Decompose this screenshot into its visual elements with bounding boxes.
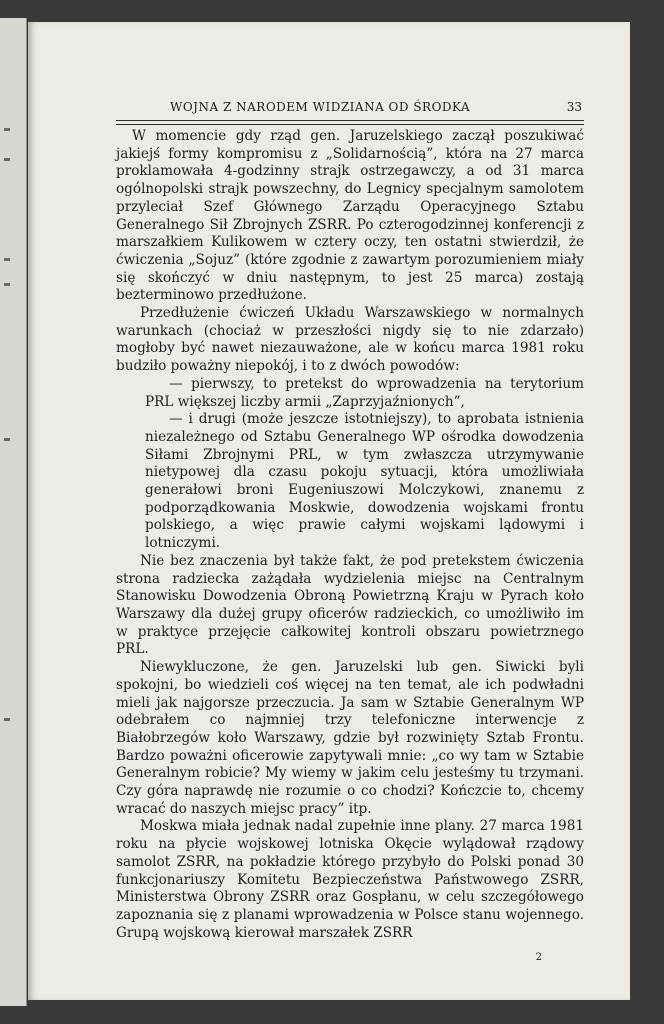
- body-text: [116, 128, 584, 942]
- page-edge-mark: [4, 438, 10, 441]
- book-page: [28, 22, 630, 1000]
- page-number: 33: [566, 100, 582, 114]
- list-item: — i drugi (może jeszcze istotniejszy), to aprobata istnienia niezależnego od Sztabu Generalnego WP ośrodka dowodzenia Siłami Zbrojnymi PRL, w tym zwłaszcza utrzymywanie nietypowej dla czasu pokoju sytuacji, która umożliwiała generałowi broni Eugeniuszowi Molczykowi, znanemu z podporządkowania Moskwie, dowodzenia wojskami frontu polskiego, a więc prawie całymi wojskami lądowymi i lotniczymi.: [145, 411, 584, 552]
- page-edge-mark: [4, 283, 10, 286]
- page-edge-mark: [4, 128, 10, 131]
- paragraph: Przedłużenie ćwiczeń Układu Warszawskiego w normalnych warunkach (chociaż w przeszłości nigdy się to nie zdarzało) mogłoby być nawet niezauważone, ale w końcu marca 1981 roku budziło poważny niepokój, i to z dwóch powodów:: [116, 305, 584, 375]
- paragraph: W momencie gdy rząd gen. Jaruzelskiego zaczął poszukiwać jakiejś formy kompromisu z „Solidarnością”, która na 27 marca proklamowała 4-godzinny strajk ostrzegawczy, a od 31 marca ogólnopolski strajk powszechny, do Legnicy specjalnym samolotem przyleciał Szef Głównego Zarządu Operacyjnego Sztabu Generalnego Sił Zbrojnych ZSRR. Po czterogodzinnej konferencji z marszałkiem Kulikowem w cztery oczy, ten ostatni stwierdził, że ćwiczenia „Sojuz” (które zgodnie z zawartym porozumieniem miały się skończyć w dniu następnym, to jest 25 marca) zostają bezterminowo przedłużone.: [116, 128, 584, 304]
- paragraph: Niewykluczone, że gen. Jaruzelski lub gen. Siwicki byli spokojni, bo wiedzieli coś więcej na ten temat, ale ich podwładni mieli jak najgorsze przeczucia. Ja sam w Sztabie Generalnym WP odebrałem co najmniej trzy telefoniczne interwencje z Białobrzegów koło Warszawy, gdzie był rozwinięty Sztab Frontu. Bardzo poważni oficerowie zapytywali mnie: „co wy tam w Sztabie Generalnym robicie? My wiemy w jakim celu jesteśmy tu trzymani. Czy góra naprawdę nie rozumie o co chodzi? Kończcie to, chcemy wracać do naszych miejsc pracy” itp.: [116, 659, 584, 817]
- paragraph: Moskwa miała jednak nadal zupełnie inne plany. 27 marca 1981 roku na płycie wojskowej lotniska Okęcie wylądował rządowy samolot ZSRR, na pokładzie którego przybyło do Polski ponad 30 funkcjonariuszy Komitetu Bezpieczeństwa Państwowego ZSRR, Ministerstwa Obrony ZSRR oraz Gospłanu, w celu szczegółowego zapoznania się z planami wprowadzenia w Polsce stanu wojennego. Grupą wojskową kierował marszałek ZSRR: [116, 818, 584, 941]
- paragraph: Nie bez znaczenia był także fakt, że pod pretekstem ćwiczenia strona radziecka zażądała wydzielenia miejsc na Centralnym Stanowisku Dowodzenia Obroną Powietrzną Kraju w Pyrach koło Warszawy dla dużej grupy oficerów radzieckich, co umożliwiło im w praktyce przejęcie całkowitej kontroli obszaru powietrznego PRL.: [116, 552, 584, 658]
- list-item: — pierwszy, to pretekst do wprowadzenia na terytorium PRL większej liczby armii „Zaprzyjaźnionych”,: [145, 375, 584, 410]
- page-edge-mark: [4, 258, 10, 261]
- page-edge-mark: [4, 718, 10, 721]
- previous-page-edge: [0, 18, 27, 1006]
- page-edge-mark: [4, 158, 10, 161]
- printer-signature-mark: 2: [535, 952, 542, 963]
- page-header: [116, 100, 584, 122]
- header-rule: [116, 120, 584, 121]
- running-title: WOJNA Z NARODEM WIDZIANA OD ŚRODKA: [170, 100, 471, 114]
- header-rule: [116, 124, 584, 125]
